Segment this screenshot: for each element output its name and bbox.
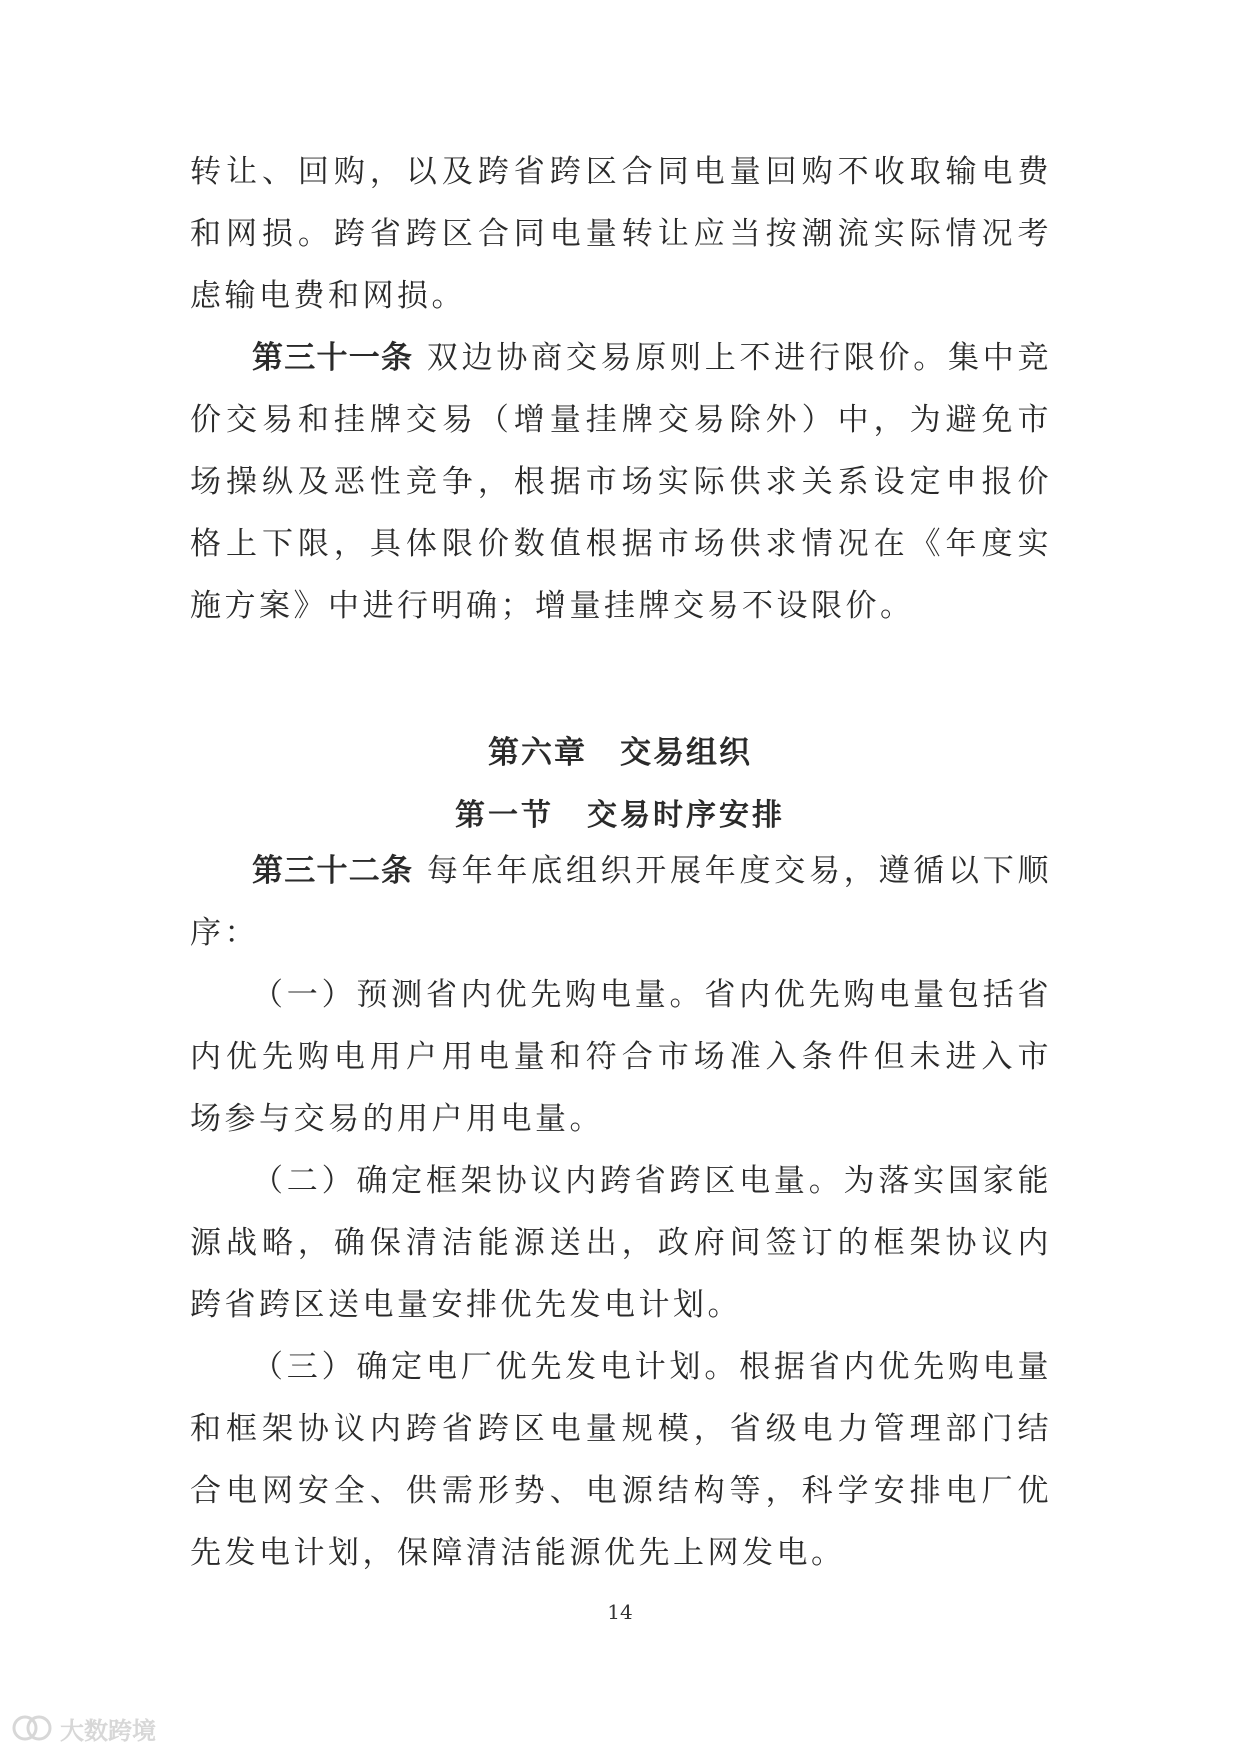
section-title: 第一节 交易时序安排 xyxy=(455,798,785,833)
article-32 xyxy=(190,840,1052,964)
chapter-title: 第六章 交易组织 xyxy=(488,735,752,771)
paragraph-continuation: 转让、回购，以及跨省跨区合同电量回购不收取输电费和网损。跨省跨区合同电量转让应当按潮流实际情况考虑输电费和网损。 xyxy=(190,154,1052,314)
text-block-lower xyxy=(190,840,1052,1584)
article-31 xyxy=(190,327,1052,637)
list-item-2: （二）确定框架协议内跨省跨区电量。为落实国家能源战略，确保清洁能源送出，政府间签订的框架协议内跨省跨区送电量安排优先发电计划。 xyxy=(190,1163,1052,1323)
list-item-3: （三）确定电厂优先发电计划。根据省内优先购电量和框架协议内跨省跨区电量规模，省级电力管理部门结合电网安全、供需形势、电源结构等，科学安排电厂优先发电计划，保障清洁能源优先上网发电。 xyxy=(190,1349,1052,1571)
watermark-text: 大数跨境 xyxy=(60,1716,156,1745)
article-32-text: 每年年底组织开展年度交易，遵循以下顺序： xyxy=(190,853,1053,951)
watermark xyxy=(10,1710,156,1746)
article-31-text: 双边协商交易原则上不进行限价。集中竞价交易和挂牌交易（增量挂牌交易除外）中，为避免市场操纵及恶性竞争，根据市场实际供求关系设定申报价格上下限，具体限价数值根据市场供求情况在《年度实施方案》中进行明确；增量挂牌交易不设限价。 xyxy=(190,340,1053,624)
article-32-label: 第三十二条 xyxy=(252,853,414,889)
logo-icon xyxy=(10,1713,54,1743)
list-item-1: （一）预测省内优先购电量。省内优先购电量包括省内优先购电用户用电量和符合市场准入条件但未进入市场参与交易的用户用电量。 xyxy=(190,977,1052,1137)
text-block-upper xyxy=(190,141,1052,637)
page-number: 14 xyxy=(607,1600,633,1624)
article-31-label: 第三十一条 xyxy=(252,340,414,376)
